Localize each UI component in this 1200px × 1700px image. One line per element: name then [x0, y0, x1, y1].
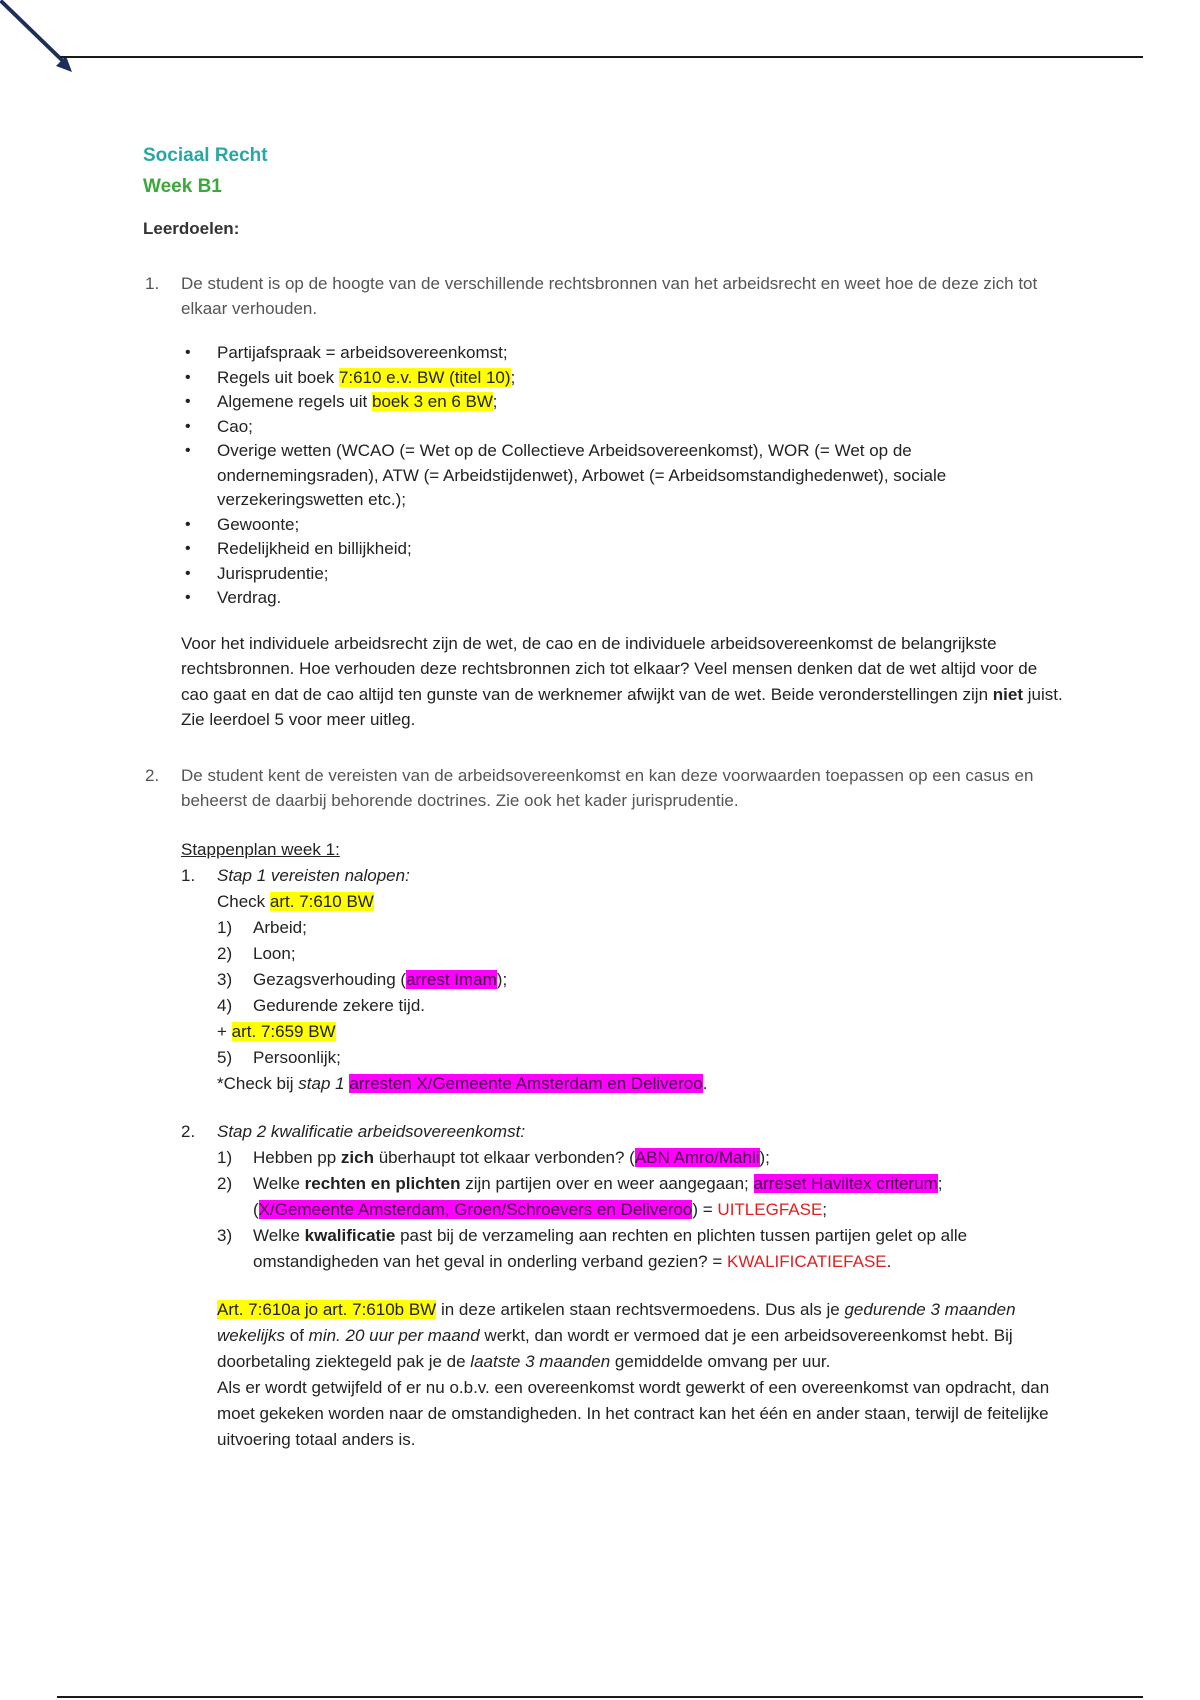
goal-number: 1. — [145, 274, 160, 293]
week-label: Week B1 — [143, 176, 222, 197]
goal-text: De student is op de hoogte van de verschillende rechtsbronnen van het arbeidsrecht en weet hoe de deze zich tot elkaar verhouden. — [181, 274, 1038, 318]
bottom-rule — [57, 1696, 1143, 1698]
step-2: 2. Stap 2 kwalificatie arbeidsovereenkomst: 1) Hebben pp zich überhaupt tot elkaar verbonden? (ABN Amro/Mahli); 2) Welke rechten en plichten zijn partijen over en weer aangegaan; arreset Haviltex criterum; (X/Gemeente Amsterdam, Groen/Schroevers en Deliveroo) = UITLEGFASE; 3) Welke kwalificatie past bij de verzameling aan rechten en plichten tussen partijen gelet op alle omstandigheden van het geval in onderling verband gezien? = KWALIFICATIEFASE. Art. 7:610a jo art. 7:610b BW in deze artikelen staan rechtsvermoedens. Dus als je gedurende 3 maanden wekelijks of min. 20 uur per maand werkt, dan wordt er vermoed dat je een arbeidsovereenkomst hebt. Bij doorbetaling ziektegeld pak je de laatste 3 maanden gemiddelde omvang per uur. Als er wordt getwijfeld of er nu o.b.v. een overeenkomst wordt gewerkt of een overeenkomst van opdracht, dan moet gekeken worden naar de omstandigheden. In het contract kan het één en ander staan, terwijl de feitelijke uitvoering totaal anders is. — [181, 1119, 1063, 1453]
list-item: • Overige wetten (WCAO (= Wet op de Collectieve Arbeidsovereenkomst), WOR (= Wet op de ondernemingsraden), ATW (= Arbeidstijdenwet), Arbowet (= Arbeidsomstandighedenwet), sociale verzekeringswetten etc.); — [181, 439, 1063, 513]
highlight: Art. 7:610a jo art. 7:610b BW — [217, 1299, 437, 1319]
leerdoelen-heading: Leerdoelen: — [143, 219, 240, 238]
highlight: arresten X/Gemeente Amsterdam en Deliveroo — [349, 1073, 703, 1093]
step-1: 1. Stap 1 vereisten nalopen: Check art. 7:610 BW 1) Arbeid; 2) Loon; 3) Gezagsverhouding (arrest Imam); 4) Gedurende zekere tijd. + art. 7:659 BW 5) Persoonlijk; *Check bij stap 1 arresten X/Gemeente Amsterdam en Deliveroo. — [181, 863, 1063, 1097]
list-item: 2) Welke rechten en plichten zijn partijen over en weer aangegaan; arreset Haviltex criterum; (X/Gemeente Amsterdam, Groen/Schroevers en Deliveroo) = UITLEGFASE; — [217, 1173, 943, 1219]
list-item: • Redelijkheid en billijkheid; — [181, 537, 1063, 562]
list-item: • Verdrag. — [181, 586, 1063, 611]
explanation-paragraph: Voor het individuele arbeidsrecht zijn de wet, de cao en de individuele arbeidsovereenkomst de belangrijkste rechtsbronnen. Hoe verhouden deze rechtsbronnen zich tot elkaar? Veel mensen denken dat de wet altijd voor de cao gaat en dat de cao altijd ten gunste van de werknemer afwijkt van de wet. Beide veronderstellingen zijn niet juist. Zie leerdoel 5 voor meer uitleg. — [181, 633, 1063, 729]
stappenplan-heading: Stappenplan week 1: — [181, 839, 340, 859]
list-item: 1) Arbeid; — [217, 917, 307, 937]
sources-list — [181, 341, 1063, 611]
list-item: • Algemene regels uit boek 3 en 6 BW; — [181, 390, 1063, 415]
list-item: • Cao; — [181, 415, 1063, 440]
goal-number: 2. — [145, 765, 160, 785]
highlight: boek 3 en 6 BW — [371, 392, 493, 411]
phase-label: KWALIFICATIEFASE — [726, 1251, 887, 1271]
list-item: • Partijafspraak = arbeidsovereenkomst; — [181, 341, 1063, 366]
top-rule — [60, 56, 1143, 58]
list-item: 3) Welke kwalificatie past bij de verzameling aan rechten en plichten tussen partijen gelet op alle omstandigheden van het geval in onderling verband gezien? = KWALIFICATIEFASE. — [217, 1225, 968, 1271]
learning-goal-2 — [143, 763, 1063, 813]
list-item: • Gewoonte; — [181, 513, 1063, 538]
phase-label: UITLEGFASE — [717, 1199, 823, 1219]
highlight: arreset Haviltex criterum — [753, 1173, 938, 1193]
goal-text: De student kent de vereisten van de arbeidsovereenkomst en kan deze voorwaarden toepassen op een casus en beheerst de daarbij behorende doctrines. Zie ook het kader jurisprudentie. — [181, 765, 1034, 810]
stappenplan — [181, 837, 1063, 1453]
corner-arrow-icon — [0, 0, 90, 80]
highlight: X/Gemeente Amsterdam, Groen/Schroevers en Deliveroo — [258, 1199, 693, 1219]
highlight: arrest Imam — [406, 969, 497, 989]
highlight: art. 7:659 BW — [231, 1021, 336, 1041]
document-body — [143, 140, 1063, 1453]
highlight: art. 7:610 BW — [269, 891, 374, 911]
page-title: Sociaal Recht — [143, 145, 268, 166]
list-item: • Jurisprudentie; — [181, 562, 1063, 587]
highlight: 7:610 e.v. BW (titel 10) — [338, 367, 511, 387]
list-item: • Regels uit boek 7:610 e.v. BW (titel 10); — [181, 366, 1063, 391]
doubt-paragraph: Als er wordt getwijfeld of er nu o.b.v. een overeenkomst wordt gewerkt of een overeenkomst van opdracht, dan moet gekeken worden naar de omstandigheden. In het contract kan het één en ander staan, terwijl de feitelijke uitvoering totaal anders is. — [217, 1377, 1050, 1449]
list-item: 3) Gezagsverhouding (arrest Imam); — [217, 969, 508, 989]
list-item: 2) Loon; — [217, 943, 296, 963]
presumption-paragraph: Art. 7:610a jo art. 7:610b BW in deze artikelen staan rechtsvermoedens. Dus als je gedurende 3 maanden wekelijks of min. 20 uur per maand werkt, dan wordt er vermoed dat je een arbeidsovereenkomst hebt. Bij doorbetaling ziektegeld pak je de laatste 3 maanden gemiddelde omvang per uur. — [217, 1299, 1016, 1371]
list-item: 1) Hebben pp zich überhaupt tot elkaar verbonden? (ABN Amro/Mahli); — [217, 1147, 770, 1167]
learning-goal-1 — [143, 271, 1063, 321]
list-item: 5) Persoonlijk; — [217, 1047, 341, 1067]
list-item: 4) Gedurende zekere tijd. — [217, 995, 425, 1015]
highlight: ABN Amro/Mahli — [634, 1147, 760, 1167]
